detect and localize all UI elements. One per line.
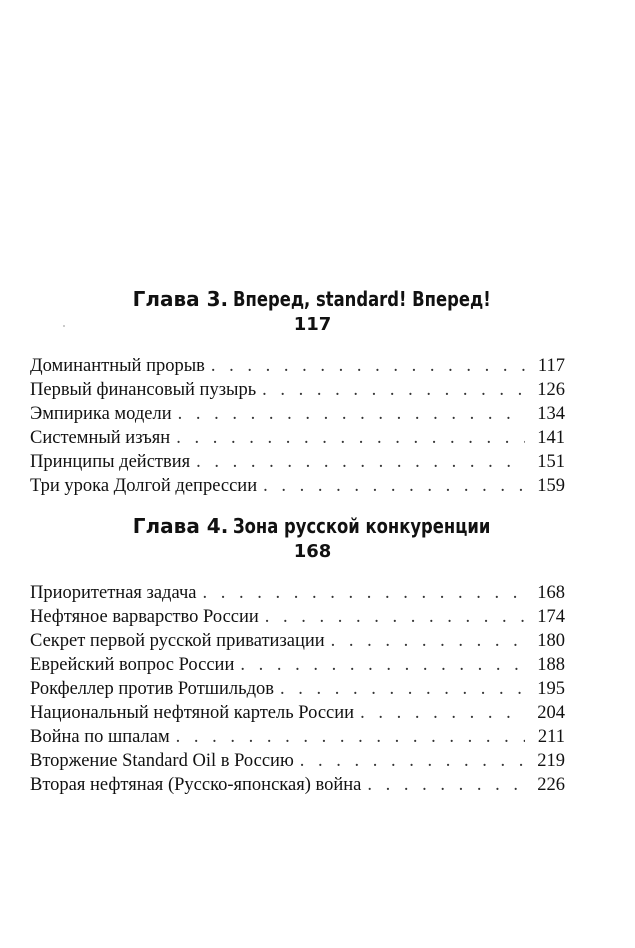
toc-entry-title: Доминантный прорыв <box>30 356 205 376</box>
toc-entry-page: 168 <box>537 583 565 603</box>
toc-entry <box>30 474 565 498</box>
dot-leader <box>360 701 525 725</box>
toc-entry <box>30 354 565 378</box>
chapter-number: Глава 3. <box>132 287 229 311</box>
toc-entry-title: Вторжение Standard Oil в Россию <box>30 751 294 771</box>
dot-leader <box>240 653 525 677</box>
toc-entry-title: Приоритетная задача <box>30 583 197 603</box>
toc-entries <box>30 581 565 797</box>
toc-entry-title: Первый финансовый пузырь <box>30 380 257 400</box>
toc-entry <box>30 450 565 474</box>
toc-entry <box>30 725 565 749</box>
dot-leader <box>196 450 525 474</box>
chapter-3 <box>30 286 565 498</box>
chapter-heading <box>60 286 565 337</box>
toc-entry-title: Еврейский вопрос России <box>30 655 235 675</box>
toc-entry <box>30 605 565 629</box>
dot-leader <box>176 725 525 749</box>
chapter-page-number: 117 <box>293 314 332 335</box>
dot-leader <box>300 749 525 773</box>
toc-entry <box>30 426 565 450</box>
dot-leader <box>202 581 525 605</box>
toc-entry-page: 117 <box>537 356 565 376</box>
toc-entry <box>30 701 565 725</box>
toc-entry-title: Эмпирика модели <box>30 404 172 424</box>
toc-entry <box>30 773 565 797</box>
toc-entry <box>30 402 565 426</box>
toc-entry <box>30 581 565 605</box>
dot-leader <box>262 378 525 402</box>
toc-entry <box>30 749 565 773</box>
toc-entry <box>30 378 565 402</box>
toc-entry <box>30 677 565 701</box>
chapter-4 <box>30 513 565 797</box>
toc-entry-title: Принципы действия <box>30 452 191 472</box>
toc-entry-page: 134 <box>537 404 565 424</box>
chapter-number: Глава 4. <box>132 514 229 538</box>
dot-leader <box>178 402 525 426</box>
dot-leader <box>176 426 525 450</box>
dot-leader <box>280 677 525 701</box>
toc-entry-page: 180 <box>537 631 565 651</box>
toc-entries <box>30 354 565 498</box>
dot-leader <box>211 354 525 378</box>
toc-entry-title: Нефтяное варварство России <box>30 607 259 627</box>
toc-entry-page: 211 <box>537 727 565 747</box>
toc-entry-title: Национальный нефтяной картель России <box>30 703 355 723</box>
chapter-title: Зона русской конкуренции <box>233 514 491 538</box>
toc-entry-page: 126 <box>537 380 565 400</box>
toc-entry-title: Секрет первой русской приватизации <box>30 631 325 651</box>
toc-entry-page: 151 <box>537 452 565 472</box>
chapter-title-line <box>60 513 565 540</box>
toc-entry-title: Вторая нефтяная (Русско-японская) война <box>30 775 362 795</box>
dot-leader <box>331 629 525 653</box>
toc-entry <box>30 653 565 677</box>
toc-entry-page: 141 <box>537 428 565 448</box>
chapter-page-number: 168 <box>293 541 332 562</box>
dot-leader <box>263 474 525 498</box>
toc-entry <box>30 629 565 653</box>
toc-entry-page: 188 <box>537 655 565 675</box>
toc-entry-page: 204 <box>537 703 565 723</box>
toc-entry-page: 219 <box>537 751 565 771</box>
toc-entry-page: 174 <box>537 607 565 627</box>
chapter-heading <box>60 513 565 564</box>
toc-entry-page: 159 <box>537 476 565 496</box>
chapter-title: Вперед, standard! Вперед! <box>233 287 491 311</box>
toc-entry-title: Война по шпалам <box>30 727 170 747</box>
chapter-title-line <box>60 286 565 313</box>
toc-entry-title: Три урока Долгой депрессии <box>30 476 258 496</box>
toc-entry-page: 195 <box>537 679 565 699</box>
toc-entry-title: Системный изъян <box>30 428 171 448</box>
dot-leader <box>265 605 525 629</box>
dot-leader <box>367 773 525 797</box>
toc-entry-title: Рокфеллер против Ротшильдов <box>30 679 274 699</box>
toc-entry-page: 226 <box>537 775 565 795</box>
